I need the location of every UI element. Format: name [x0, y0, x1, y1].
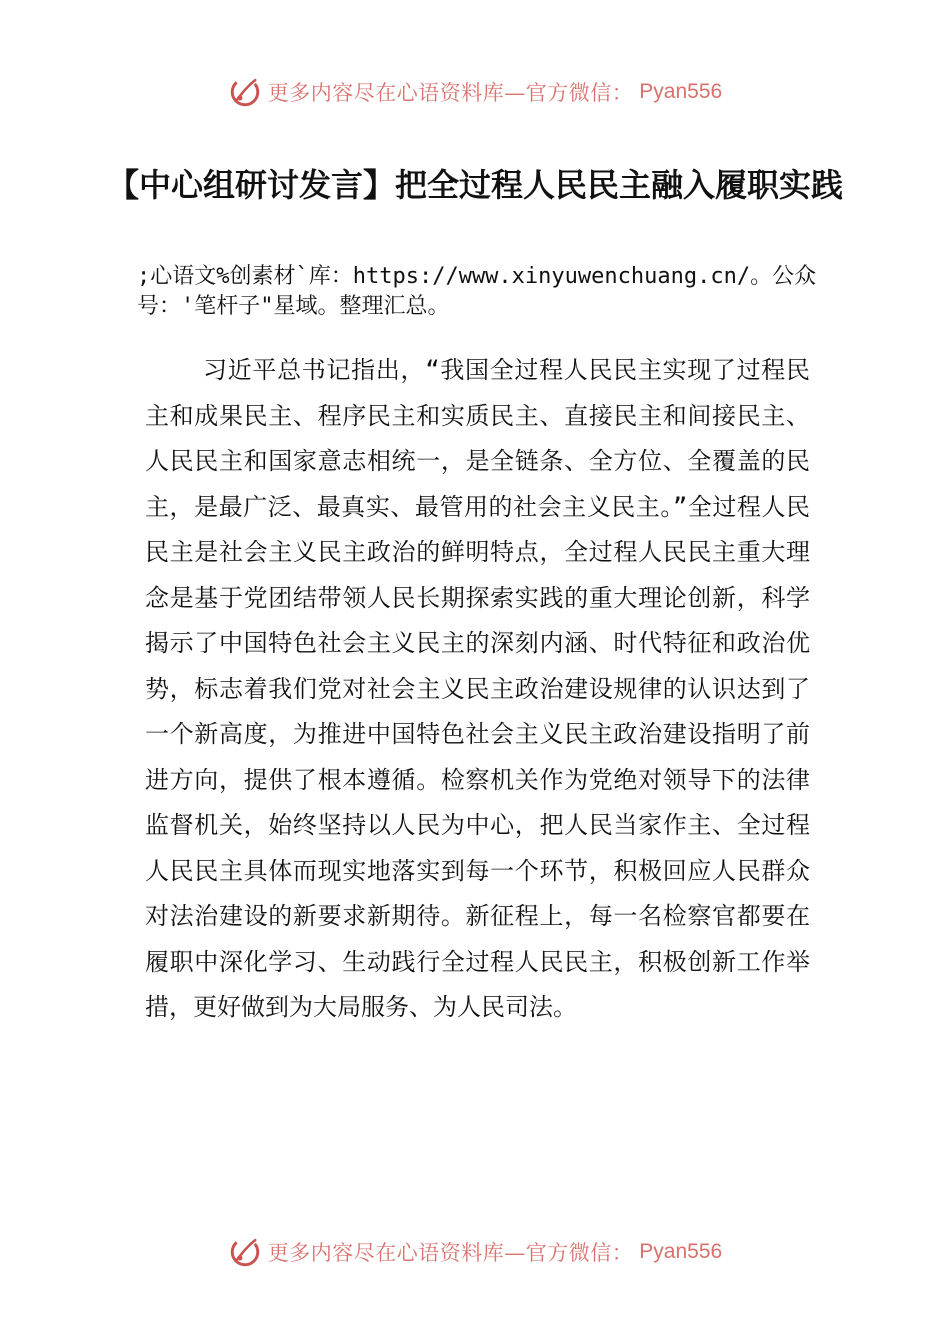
source-line: ;心语文%创素材`库：https://www.xinyuwenchuang.cn/。公众号：'笔杆子"星域。整理汇总。	[137, 264, 817, 319]
footer-watermark	[0, 1232, 950, 1272]
header-watermark	[0, 72, 950, 112]
watermark-text: 更多内容尽在心语资料库—官方微信：	[267, 1241, 634, 1265]
watermark-contact: Pyan556	[639, 80, 723, 103]
document-title: 【中心组研讨发言】把全过程人民民主融入履职实践	[106, 166, 843, 204]
watermark-contact: Pyan556	[639, 1240, 723, 1263]
brush-circle-logo-icon	[228, 1235, 262, 1269]
brush-circle-logo-icon	[228, 75, 262, 109]
body-paragraph: 习近平总书记指出，“我国全过程人民民主实现了过程民主和成果民主、程序民主和实质民主、直接民主和间接民主、人民民主和国家意志相统一，是全链条、全方位、全覆盖的民主，是最广泛、最真实、最管用的社会主义民主。”全过程人民民主是社会主义民主政治的鲜明特点，全过程人民民主重大理念是基于党团结带领人民长期探索实践的重大理论创新，科学揭示了中国特色社会主义民主的深刻内涵、时代特征和政治优势，标志着我们党对社会主义民主政治建设规律的认识达到了一个新高度，为推进中国特色社会主义民主政治建设指明了前进方向，提供了根本遵循。检察机关作为党绝对领导下的法律监督机关，始终坚持以人民为中心，把人民当家作主、全过程人民民主具体而现实地落实到每一个环节，积极回应人民群众对法治建设的新要求新期待。新征程上，每一名检察官都要在履职中深化学习、生动践行全过程人民民主，积极创新工作举措，更好做到为大局服务、为人民司法。	[145, 356, 810, 1021]
watermark-text: 更多内容尽在心语资料库—官方微信：	[267, 81, 634, 105]
